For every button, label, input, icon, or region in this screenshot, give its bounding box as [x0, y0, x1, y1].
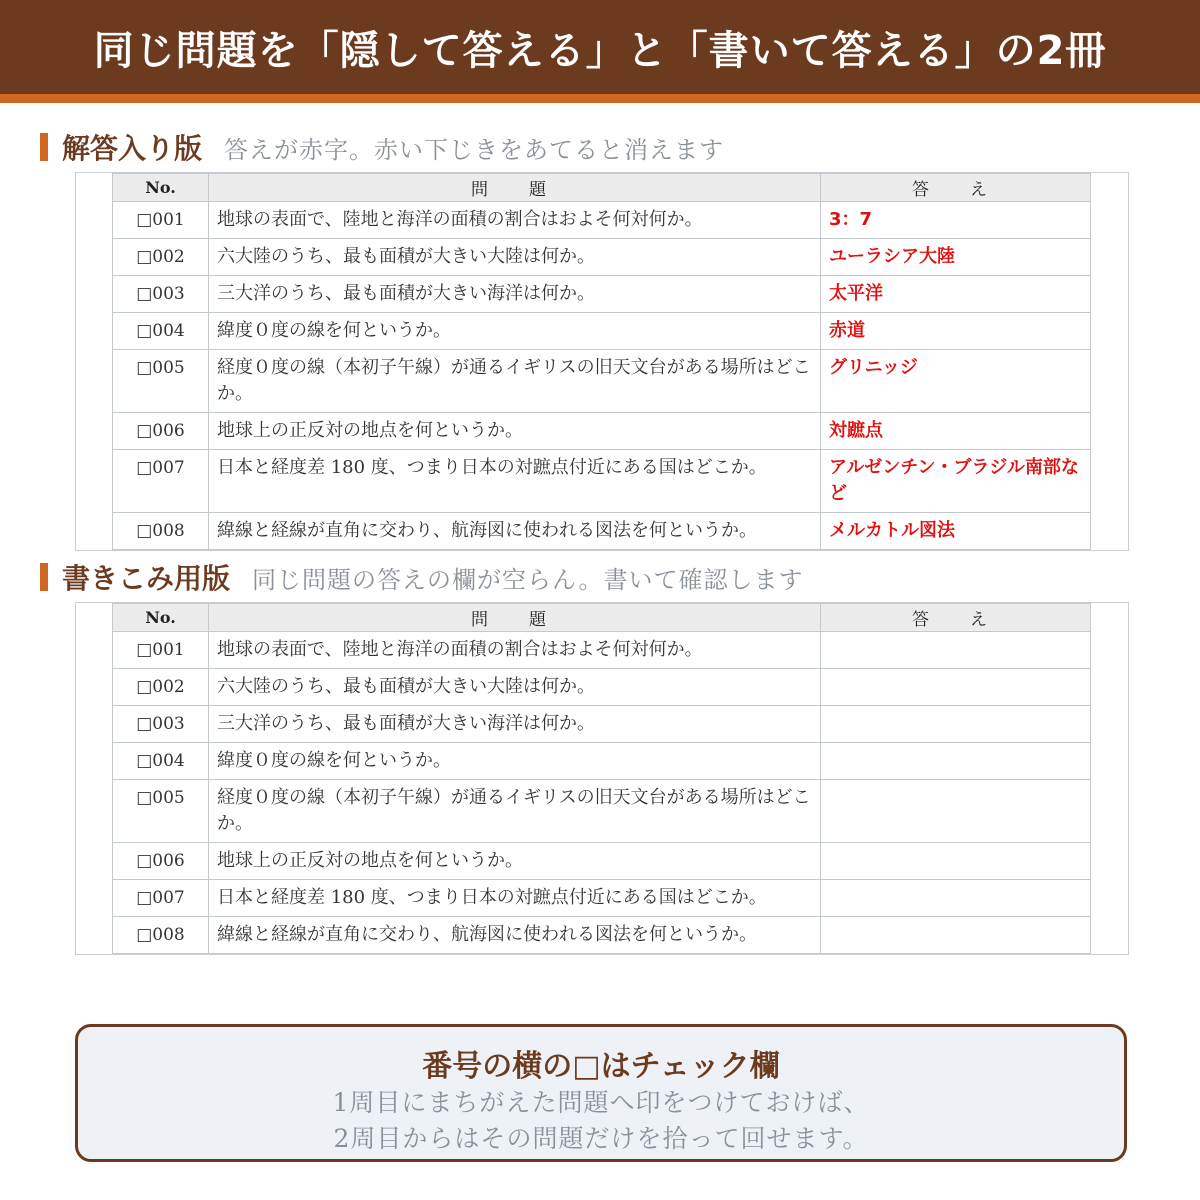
row-question: 三大洋のうち、最も面積が大きい海洋は何か。 [209, 276, 821, 313]
note-line-1: 1周目にまちがえた問題へ印をつけておけば、 [332, 1088, 870, 1117]
row-answer-blank [821, 843, 1091, 880]
checkbox-note [75, 1024, 1127, 1162]
row-question: 緯度０度の線を何というか。 [209, 313, 821, 350]
row-number: □008 [113, 513, 209, 550]
row-question: 経度０度の線（本初子午線）が通るイギリスの旧天文台がある場所はどこか。 [209, 350, 821, 413]
write-section-title: 書きこみ用版 [62, 562, 231, 595]
table-row [113, 239, 1091, 276]
row-answer-blank [821, 743, 1091, 780]
row-number: □007 [113, 450, 209, 513]
table-row [113, 350, 1091, 413]
row-answer-blank [821, 706, 1091, 743]
row-number: □003 [113, 276, 209, 313]
write-sheet [75, 602, 1129, 955]
row-number: □006 [113, 413, 209, 450]
row-number: □004 [113, 743, 209, 780]
row-number: □001 [113, 632, 209, 669]
row-question: 地球の表面で、陸地と海洋の面積の割合はおよそ何対何か。 [209, 632, 821, 669]
row-question: 日本と経度差 180 度、つまり日本の対蹠点付近にある国はどこか。 [209, 450, 821, 513]
row-question: 経度０度の線（本初子午線）が通るイギリスの旧天文台がある場所はどこか。 [209, 780, 821, 843]
note-line-2: 2周目からはその問題だけを拾って回せます。 [333, 1124, 869, 1153]
row-answer: ユーラシア大陸 [821, 239, 1091, 276]
row-answer: グリニッジ [821, 350, 1091, 413]
header-no: No. [113, 174, 209, 202]
header-question: 問 題 [209, 604, 821, 632]
table-row [113, 276, 1091, 313]
row-question: 日本と経度差 180 度、つまり日本の対蹠点付近にある国はどこか。 [209, 880, 821, 917]
answer-section-title: 解答入り版 [62, 132, 203, 165]
row-answer: 対蹠点 [821, 413, 1091, 450]
table-row [113, 917, 1091, 954]
table-header-row [113, 604, 1091, 632]
answer-section-description: 答えが赤字。赤い下じきをあてると消えます [224, 135, 725, 164]
row-question: 地球上の正反対の地点を何というか。 [209, 843, 821, 880]
row-number: □002 [113, 669, 209, 706]
table-row [113, 780, 1091, 843]
row-number: □001 [113, 202, 209, 239]
write-table [112, 603, 1091, 954]
table-row [113, 843, 1091, 880]
row-answer-blank [821, 880, 1091, 917]
note-title: 番号の横の□はチェック欄 [422, 1049, 780, 1084]
table-header-row [113, 174, 1091, 202]
row-question: 地球上の正反対の地点を何というか。 [209, 413, 821, 450]
table-row [113, 413, 1091, 450]
row-question: 六大陸のうち、最も面積が大きい大陸は何か。 [209, 669, 821, 706]
table-row [113, 513, 1091, 550]
row-question: 緯線と経線が直角に交わり、航海図に使われる図法を何というか。 [209, 917, 821, 954]
answer-section-header [40, 127, 724, 167]
row-number: □005 [113, 350, 209, 413]
write-section-header [40, 557, 803, 597]
row-number: □008 [113, 917, 209, 954]
row-number: □007 [113, 880, 209, 917]
section-accent-bar [40, 563, 48, 591]
row-number: □003 [113, 706, 209, 743]
table-row [113, 313, 1091, 350]
row-answer-blank [821, 669, 1091, 706]
row-number: □004 [113, 313, 209, 350]
table-row [113, 669, 1091, 706]
row-question: 三大洋のうち、最も面積が大きい海洋は何か。 [209, 706, 821, 743]
row-number: □006 [113, 843, 209, 880]
header-no: No. [113, 604, 209, 632]
write-section-description: 同じ問題の答えの欄が空らん。書いて確認します [252, 565, 804, 594]
table-row [113, 706, 1091, 743]
table-row [113, 632, 1091, 669]
banner-title: 同じ問題を「隠して答える」と「書いて答える」の2冊 [93, 27, 1107, 74]
row-answer: アルゼンチン・ブラジル南部など [821, 450, 1091, 513]
header-question: 問 題 [209, 174, 821, 202]
table-row [113, 450, 1091, 513]
row-question: 緯線と経線が直角に交わり、航海図に使われる図法を何というか。 [209, 513, 821, 550]
row-question: 地球の表面で、陸地と海洋の面積の割合はおよそ何対何か。 [209, 202, 821, 239]
table-row [113, 202, 1091, 239]
header-banner [0, 0, 1200, 103]
row-number: □005 [113, 780, 209, 843]
row-answer-blank [821, 917, 1091, 954]
answer-sheet [75, 172, 1129, 551]
row-answer: 赤道 [821, 313, 1091, 350]
row-question: 六大陸のうち、最も面積が大きい大陸は何か。 [209, 239, 821, 276]
row-answer-blank [821, 632, 1091, 669]
header-answer: 答 え [821, 174, 1091, 202]
answer-table [112, 173, 1091, 550]
table-row [113, 880, 1091, 917]
row-answer: メルカトル図法 [821, 513, 1091, 550]
section-accent-bar [40, 133, 48, 161]
row-answer: 3：7 [821, 202, 1091, 239]
row-number: □002 [113, 239, 209, 276]
table-row [113, 743, 1091, 780]
row-answer: 太平洋 [821, 276, 1091, 313]
row-question: 緯度０度の線を何というか。 [209, 743, 821, 780]
row-answer-blank [821, 780, 1091, 843]
header-answer: 答 え [821, 604, 1091, 632]
